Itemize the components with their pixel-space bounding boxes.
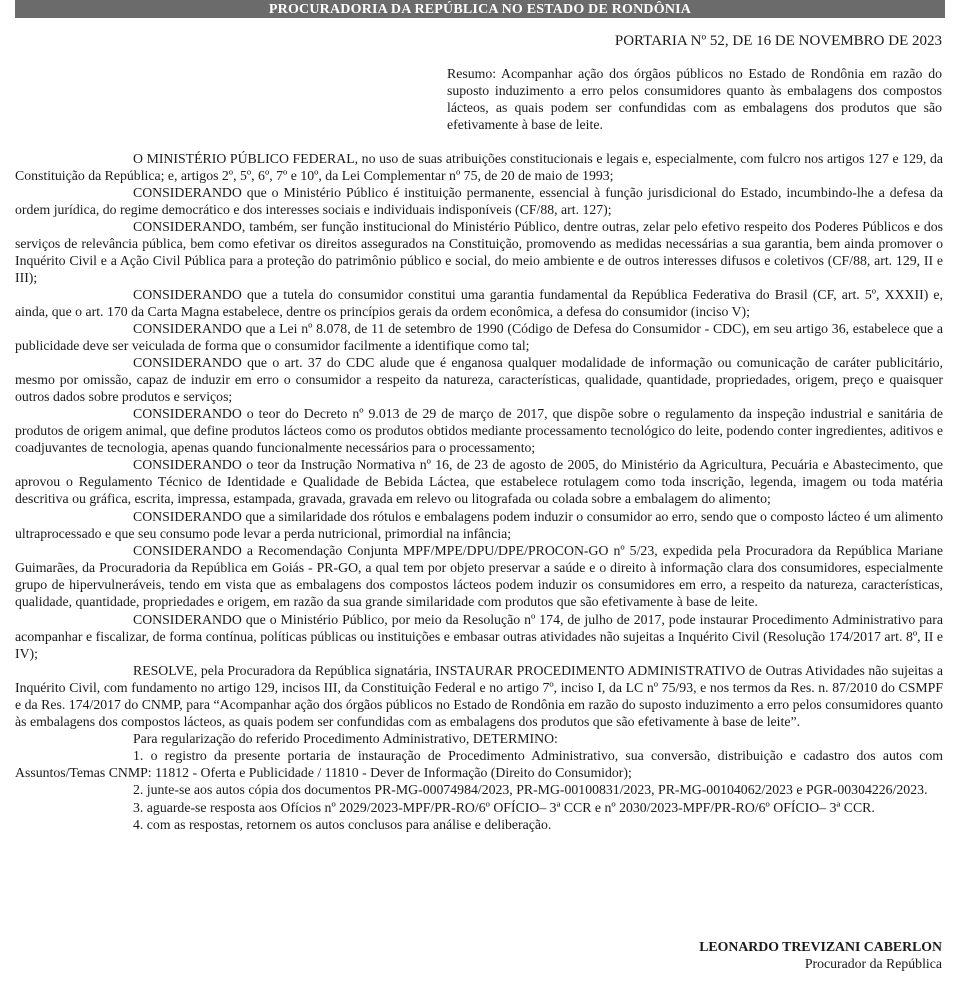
- paragraph-considerando: CONSIDERANDO que a similaridade dos rótulos e embalagens podem induzir o consumidor ao erro, sendo que o composto lácteo é um alimento ultraprocessado e que seu consumo pode levar a perda nutricional, primordial na infância;: [15, 509, 943, 541]
- paragraph-resolve: RESOLVE, pela Procuradora da República signatária, INSTAURAR PROCEDIMENTO ADMINISTRATIVO de Outras Atividades não sujeitas a Inquérito Civil, com fundamento no artigo 129, incisos III, da Constituição Federal e no artigo 7º, inciso I, da LC nº 75/93, e nos termos da Res. n. 87/2010 do CSMPF e da Res. 174/2017 do CNMP, para “Acompanhar ação dos órgãos públicos no Estado de Rondônia em razão do suposto induzimento a erro pelos consumidores quanto às embalagens dos compostos lácteos, as quais podem ser confundidas com as embalagens dos produtos que são efetivamente à base de leite”.: [15, 663, 943, 729]
- paragraph-considerando: CONSIDERANDO o teor da Instrução Normativa nº 16, de 23 de agosto de 2005, do Ministério da Agricultura, Pecuária e Abastecimento, que aprovou o Regulamento Técnico de Identidade e Qualidade de Bebida Láctea, que estabelece rotulagem como toda inscrição, legenda, imagem ou toda matéria descritiva ou gráfica, escrita, impressa, estampada, gravada, gravada em relevo ou litografada ou colada sobre a embalagem do alimento;: [15, 457, 943, 506]
- paragraph-considerando: CONSIDERANDO que a Lei nº 8.078, de 11 de setembro de 1990 (Código de Defesa do Consumidor - CDC), em seu artigo 36, estabelece que a publicidade deve ser veiculada de forma que o consumidor facilmente a identifique como tal;: [15, 321, 943, 353]
- header-bar: PROCURADORIA DA REPÚBLICA NO ESTADO DE RONDÔNIA: [15, 0, 945, 18]
- determination-item: 4. com as respostas, retornem os autos conclusos para análise e deliberação.: [133, 817, 552, 832]
- paragraph-considerando: CONSIDERANDO que o Ministério Público é instituição permanente, essencial à função jurisdicional do Estado, incumbindo-lhe a defesa da ordem jurídica, do regime democrático e dos interesses sociais e individuais indisponíveis (CF/88, art. 127);: [15, 185, 943, 217]
- paragraph-considerando: CONSIDERANDO o teor do Decreto nº 9.013 de 29 de março de 2017, que dispõe sobre o regulamento da inspeção industrial e sanitária de produtos de origem animal, que define produtos lácteos como os produtos obtidos mediante processamento tecnológico do leite, podendo conter ingredientes, aditivos e coadjuvantes de tecnologia, apenas quando funcionalmente necessários para o processamento;: [15, 406, 943, 455]
- paragraph-considerando: CONSIDERANDO a Recomendação Conjunta MPF/MPE/DPU/DPE/PROCON-GO nº 5/23, expedida pela Procuradora da República Mariane Guimarães, da Procuradoria da República em Goiás - PR-GO, a qual tem por objeto preservar a saúde e o direito à informação clara dos consumidores, especialmente grupo de hipervulneráveis, tendo em vista que as embalagens dos compostos lácteos podem induzir os consumidores em erro, a respeito da natureza, características, qualidade, quantidade, propriedades e origem, em razão da sua grande similaridade com produtos que são efetivamente à base de leite.: [15, 543, 943, 609]
- paragraph-preamble: O MINISTÉRIO PÚBLICO FEDERAL, no uso de suas atribuições constitucionais e legais e, especialmente, com fulcro nos artigos 127 e 129, da Constituição da República; e, artigos 2º, 5º, 6º, 7º e 10º, da Lei Complementar nº 75, de 20 de maio de 1993;: [15, 151, 943, 183]
- resumo-summary: Resumo: Acompanhar ação dos órgãos públicos no Estado de Rondônia em razão do suposto induzimento a erro pelos consumidores quanto às embalagens dos compostos lácteos, as quais podem ser confundidas com as embalagens dos produtos que são efetivamente à base de leite.: [447, 66, 942, 132]
- determination-item: 2. junte-se aos autos cópia dos documentos PR-MG-00074984/2023, PR-MG-00100831/2023, PR-MG-00104062/2023 e PGR-00304226/2023.: [133, 782, 928, 797]
- paragraph-considerando: CONSIDERANDO que o art. 37 do CDC alude que é enganosa qualquer modalidade de informação ou comunicação de caráter publicitário, mesmo por omissão, capaz de induzir em erro o consumidor a respeito da natureza, características, qualidade, quantidade, propriedades, origem, preço e quaisquer outros dados sobre produtos e serviços;: [15, 355, 943, 404]
- signer-role: Procurador da República: [804, 956, 942, 971]
- determination-item: 1. o registro da presente portaria de instauração de Procedimento Administrativo, sua conversão, distribuição e cadastro dos autos com Assuntos/Temas CNMP: 11812 - Oferta e Publicidade / 11810 - Dever de Informação (Direito do Consumidor);: [15, 748, 943, 780]
- determination-item: 3. aguarde-se resposta aos Ofícios nº 2029/2023-MPF/PR-RO/6º OFÍCIO– 3ª CCR e nº 2030/2023-MPF/PR-RO/6º OFÍCIO– 3ª CCR.: [133, 800, 875, 815]
- paragraph-considerando: CONSIDERANDO que o Ministério Público, por meio da Resolução nº 174, de julho de 2017, pode instaurar Procedimento Administrativo para acompanhar e fiscalizar, de forma contínua, políticas públicas ou instituições e embasar outras atividades não sujeitas a Inquérito Civil (Resolução 174/2017 art. 8º, II e IV);: [15, 612, 943, 661]
- signer-name: LEONARDO TREVIZANI CABERLON: [699, 939, 942, 954]
- paragraph-determino: Para regularização do referido Procedimento Administrativo, DETERMINO:: [133, 731, 558, 746]
- paragraph-considerando: CONSIDERANDO que a tutela do consumidor constitui uma garantia fundamental da República Federativa do Brasil (CF, art. 5º, XXXII) e, ainda, que o art. 170 da Carta Magna estabelece, dentre os princípios gerais da ordem econômica, a defesa do consumidor (inciso V);: [15, 287, 943, 319]
- paragraph-considerando: CONSIDERANDO, também, ser função institucional do Ministério Público, dentre outras, zelar pelo efetivo respeito dos Poderes Públicos e dos serviços de relevância pública, bem como efetivar os direitos assegurados na Constituição, promovendo as medidas necessárias a sua garantia, bem ainda promover o Inquérito Civil e a Ação Civil Pública para a proteção do patrimônio público e social, do meio ambiente e de outros interesses difusos e coletivos (CF/88, art. 129, II e III);: [15, 219, 943, 285]
- portaria-title: PORTARIA Nº 52, DE 16 DE NOVEMBRO DE 2023: [614, 33, 942, 49]
- signature-block: [699, 938, 942, 972]
- document-body: [15, 150, 943, 833]
